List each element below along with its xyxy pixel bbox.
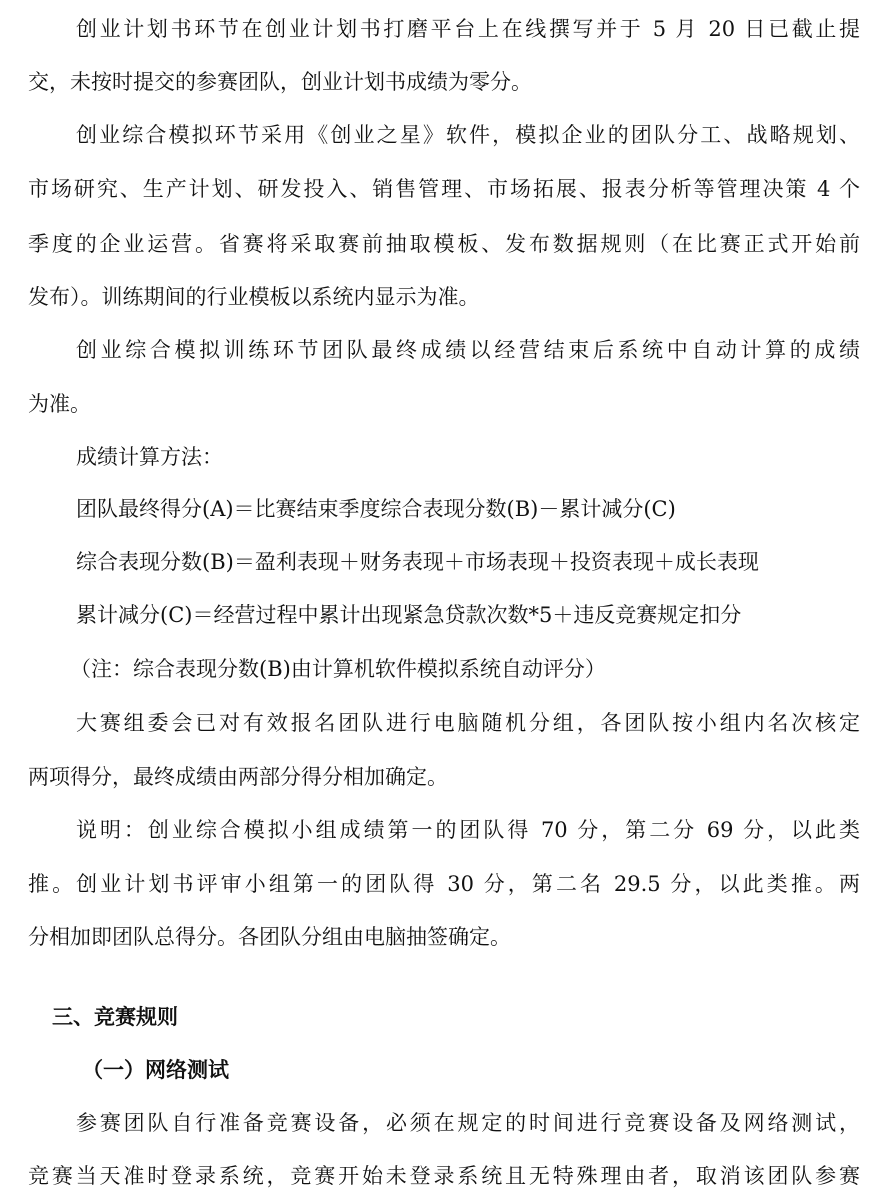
paragraph-line: 创业综合模拟训练环节团队最终成绩以经营结束后系统中自动计算的成绩 [76, 338, 860, 362]
paragraph-line: 交，未按时提交的参赛团队，创业计划书成绩为零分。 [28, 70, 532, 94]
paragraph-line: 大赛组委会已对有效报名团队进行电脑随机分组，各团队按小组内名次核定 [76, 711, 860, 735]
paragraph-line: 为准。 [28, 392, 91, 416]
paragraph-line: 两项得分，最终成绩由两部分得分相加确定。 [28, 765, 448, 789]
paragraph-line: 竞赛当天准时登录系统，竞赛开始未登录系统且无特殊理由者，取消该团队参赛 [28, 1164, 860, 1188]
formula-line: 团队最终得分(A)＝比赛结束季度综合表现分数(B)－累计减分(C) [76, 497, 676, 521]
formula-note: （注：综合表现分数(B)由计算机软件模拟系统自动评分） [70, 657, 606, 681]
paragraph-line: 创业计划书环节在创业计划书打磨平台上在线撰写并于 5 月 20 日已截止提 [76, 17, 860, 41]
formula-line: 累计减分(C)＝经营过程中累计出现紧急贷款次数*5＋违反竞赛规定扣分 [76, 603, 742, 627]
paragraph-line: 季度的企业运营。省赛将采取赛前抽取模板、发布数据规则（在比赛正式开始前 [28, 232, 860, 256]
formula-line: 综合表现分数(B)＝盈利表现＋财务表现＋市场表现＋投资表现＋成长表现 [76, 550, 759, 574]
paragraph-line: 创业综合模拟环节采用《创业之星》软件，模拟企业的团队分工、战略规划、 [76, 123, 860, 147]
paragraph-line: 发布）。训练期间的行业模板以系统内显示为准。 [28, 285, 480, 309]
paragraph-line: 说明：创业综合模拟小组成绩第一的团队得 70 分，第二分 69 分，以此类 [76, 818, 860, 842]
section-heading: 三、竞赛规则 [52, 1005, 178, 1029]
formula-title: 成绩计算方法： [76, 445, 223, 469]
subsection-heading: （一）网络测试 [82, 1058, 229, 1082]
paragraph-line: 分相加即团队总得分。各团队分组由电脑抽签确定。 [28, 925, 511, 949]
paragraph-line: 参赛团队自行准备竞赛设备，必须在规定的时间进行竞赛设备及网络测试， [76, 1111, 860, 1135]
paragraph-line: 推。创业计划书评审小组第一的团队得 30 分，第二名 29.5 分，以此类推。两 [28, 872, 860, 896]
paragraph-line: 市场研究、生产计划、研发投入、销售管理、市场拓展、报表分析等管理决策 4 个 [28, 177, 860, 201]
